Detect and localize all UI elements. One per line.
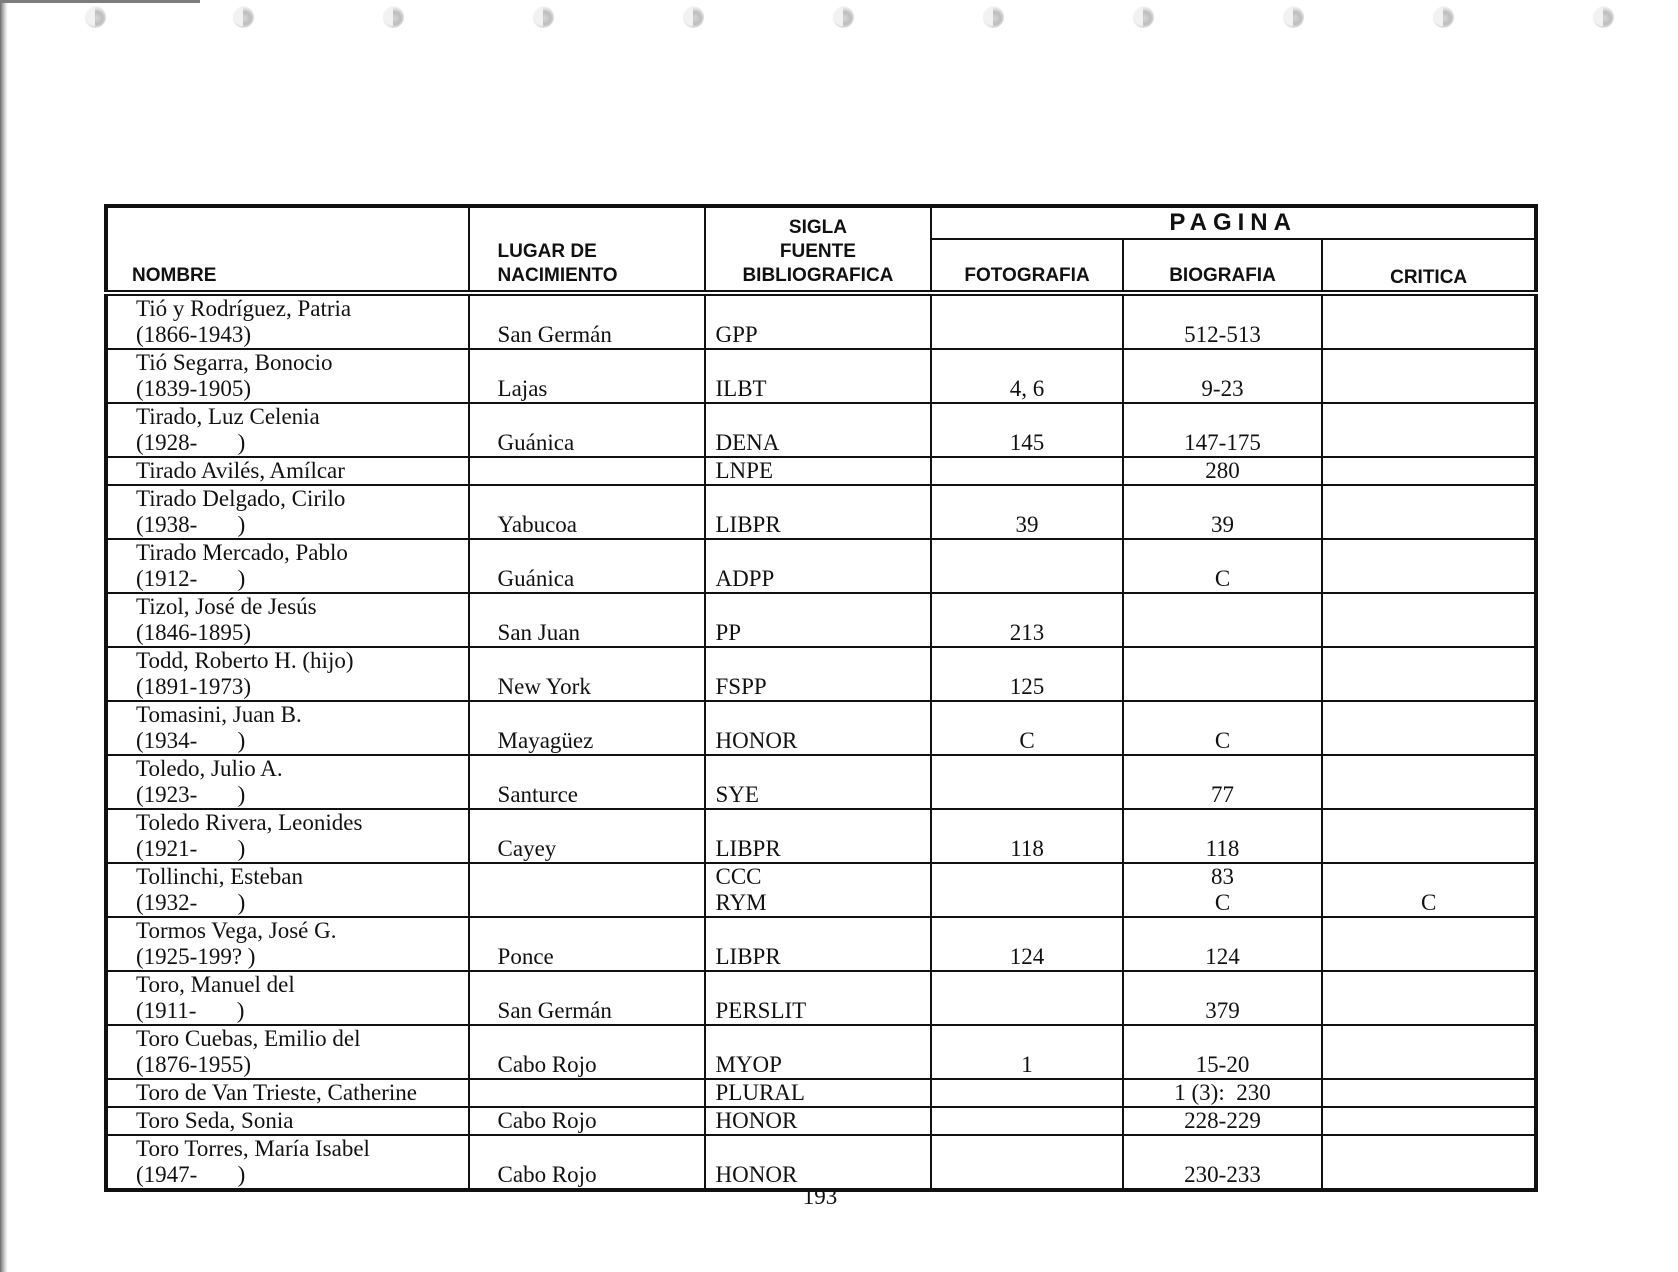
cell-critica [1322,457,1536,485]
cell-lugar [469,863,705,917]
cell-nombre: Tormos Vega, José G. (1925-199? ) [106,917,469,971]
cell-lugar: New York [469,647,705,701]
cell-fotografia [931,971,1122,1025]
table-row [106,1135,1536,1190]
cell-fotografia [931,539,1122,593]
cell-sigla: LIBPR [705,485,932,539]
scan-top-edge [0,0,200,3]
table-row [106,647,1536,701]
table-row [106,863,1536,917]
binder-hole [1592,6,1614,28]
cell-biografia: 15-20 [1123,1025,1323,1079]
cell-nombre: Tomasini, Juan B. (1934- ) [106,701,469,755]
cell-biografia: 1 (3): 230 [1123,1079,1323,1107]
binder-hole [982,6,1004,28]
table-row [106,349,1536,403]
binder-hole [382,6,404,28]
cell-lugar: San Juan [469,593,705,647]
table-row [106,1079,1536,1107]
cell-lugar [469,457,705,485]
scan-left-edge [0,0,8,1272]
header-sigla-fuente-bibliografica: SIGLA FUENTE BIBLIOGRAFICA [705,206,932,293]
cell-lugar: Cabo Rojo [469,1107,705,1135]
cell-lugar [469,1079,705,1107]
cell-fotografia [931,755,1122,809]
cell-fotografia: 124 [931,917,1122,971]
binder-hole [1132,6,1154,28]
cell-sigla: GPP [705,293,932,349]
table-row [106,1025,1536,1079]
cell-fotografia [931,1079,1122,1107]
cell-critica [1322,1135,1536,1190]
cell-fotografia [931,457,1122,485]
cell-nombre: Tirado Avilés, Amílcar [106,457,469,485]
cell-sigla: FSPP [705,647,932,701]
cell-fotografia: 1 [931,1025,1122,1079]
cell-biografia: 228-229 [1123,1107,1323,1135]
table-row [106,1107,1536,1135]
cell-fotografia [931,1107,1122,1135]
cell-critica [1322,349,1536,403]
bibliography-table [104,204,1538,1192]
cell-critica [1322,539,1536,593]
cell-sigla: HONOR [705,1135,932,1190]
cell-sigla: ILBT [705,349,932,403]
cell-nombre: Toledo, Julio A. (1923- ) [106,755,469,809]
binder-hole [232,6,254,28]
cell-biografia: 512-513 [1123,293,1323,349]
cell-critica: C [1322,863,1536,917]
binder-hole [532,6,554,28]
table-row [106,485,1536,539]
table-row [106,917,1536,971]
binder-hole [1282,6,1304,28]
cell-fotografia: 125 [931,647,1122,701]
cell-nombre: Tollinchi, Esteban (1932- ) [106,863,469,917]
cell-nombre: Toro Cuebas, Emilio del (1876-1955) [106,1025,469,1079]
cell-fotografia [931,863,1122,917]
header-pagina: PAGINA [931,206,1536,239]
cell-nombre: Todd, Roberto H. (hijo) (1891-1973) [106,647,469,701]
cell-biografia: C [1123,539,1323,593]
cell-biografia [1123,647,1323,701]
cell-critica [1322,971,1536,1025]
page-number: 193 [802,1184,838,1209]
cell-lugar: Guánica [469,403,705,457]
cell-sigla: HONOR [705,1107,932,1135]
cell-nombre: Tizol, José de Jesús (1846-1895) [106,593,469,647]
cell-fotografia [931,293,1122,349]
cell-fotografia: 213 [931,593,1122,647]
cell-lugar: Lajas [469,349,705,403]
cell-biografia: 83 C [1123,863,1323,917]
binder-hole [832,6,854,28]
table-row [106,809,1536,863]
header-lugar-de-nacimiento: LUGAR DE NACIMIENTO [469,206,705,293]
cell-sigla: LNPE [705,457,932,485]
cell-lugar: Ponce [469,917,705,971]
cell-biografia [1123,593,1323,647]
cell-biografia: 39 [1123,485,1323,539]
cell-nombre: Toro Seda, Sonia [106,1107,469,1135]
cell-biografia: 118 [1123,809,1323,863]
cell-sigla: DENA [705,403,932,457]
cell-nombre: Toro, Manuel del (1911- ) [106,971,469,1025]
cell-sigla: PLURAL [705,1079,932,1107]
cell-biografia: 124 [1123,917,1323,971]
cell-biografia: C [1123,701,1323,755]
cell-critica [1322,755,1536,809]
header-critica: CRITICA [1322,239,1536,293]
cell-fotografia: 145 [931,403,1122,457]
cell-biografia: 379 [1123,971,1323,1025]
cell-lugar: Cabo Rojo [469,1025,705,1079]
table-row [106,403,1536,457]
cell-biografia: 147-175 [1123,403,1323,457]
table-row [106,701,1536,755]
table-row [106,755,1536,809]
cell-biografia: 280 [1123,457,1323,485]
cell-critica [1322,809,1536,863]
cell-critica [1322,1107,1536,1135]
table-row [106,971,1536,1025]
cell-critica [1322,485,1536,539]
cell-critica [1322,1079,1536,1107]
cell-critica [1322,701,1536,755]
table-row [106,593,1536,647]
cell-fotografia: C [931,701,1122,755]
cell-lugar: Cayey [469,809,705,863]
cell-biografia: 77 [1123,755,1323,809]
cell-sigla: PERSLIT [705,971,932,1025]
cell-sigla: CCC RYM [705,863,932,917]
cell-biografia: 230-233 [1123,1135,1323,1190]
cell-critica [1322,647,1536,701]
cell-lugar: Yabucoa [469,485,705,539]
binder-hole [1432,6,1454,28]
cell-lugar: San Germán [469,293,705,349]
cell-fotografia: 39 [931,485,1122,539]
cell-critica [1322,593,1536,647]
table-row [106,293,1536,349]
cell-sigla: HONOR [705,701,932,755]
cell-biografia: 9-23 [1123,349,1323,403]
cell-lugar: Santurce [469,755,705,809]
cell-sigla: LIBPR [705,809,932,863]
cell-critica [1322,403,1536,457]
cell-nombre: Toro Torres, María Isabel (1947- ) [106,1135,469,1190]
cell-sigla: PP [705,593,932,647]
cell-nombre: Tirado Mercado, Pablo (1912- ) [106,539,469,593]
header-fotografia: FOTOGRAFIA [931,239,1122,293]
cell-sigla: LIBPR [705,917,932,971]
table-row [106,539,1536,593]
header-biografia: BIOGRAFIA [1123,239,1323,293]
cell-lugar: Mayagüez [469,701,705,755]
cell-nombre: Tirado, Luz Celenia (1928- ) [106,403,469,457]
cell-critica [1322,917,1536,971]
cell-nombre: Toledo Rivera, Leonides (1921- ) [106,809,469,863]
cell-nombre: Tió y Rodríguez, Patria (1866-1943) [106,293,469,349]
cell-fotografia [931,1135,1122,1190]
cell-critica [1322,1025,1536,1079]
cell-lugar: Cabo Rojo [469,1135,705,1190]
cell-nombre: Toro de Van Trieste, Catherine [106,1079,469,1107]
cell-nombre: Tió Segarra, Bonocio (1839-1905) [106,349,469,403]
binder-hole [84,6,106,28]
table-row [106,457,1536,485]
cell-fotografia: 118 [931,809,1122,863]
cell-fotografia: 4, 6 [931,349,1122,403]
binder-hole [682,6,704,28]
cell-critica [1322,293,1536,349]
cell-sigla: ADPP [705,539,932,593]
cell-lugar: San Germán [469,971,705,1025]
header-nombre: NOMBRE [106,206,469,293]
cell-lugar: Guánica [469,539,705,593]
cell-sigla: MYOP [705,1025,932,1079]
cell-nombre: Tirado Delgado, Cirilo (1938- ) [106,485,469,539]
cell-sigla: SYE [705,755,932,809]
